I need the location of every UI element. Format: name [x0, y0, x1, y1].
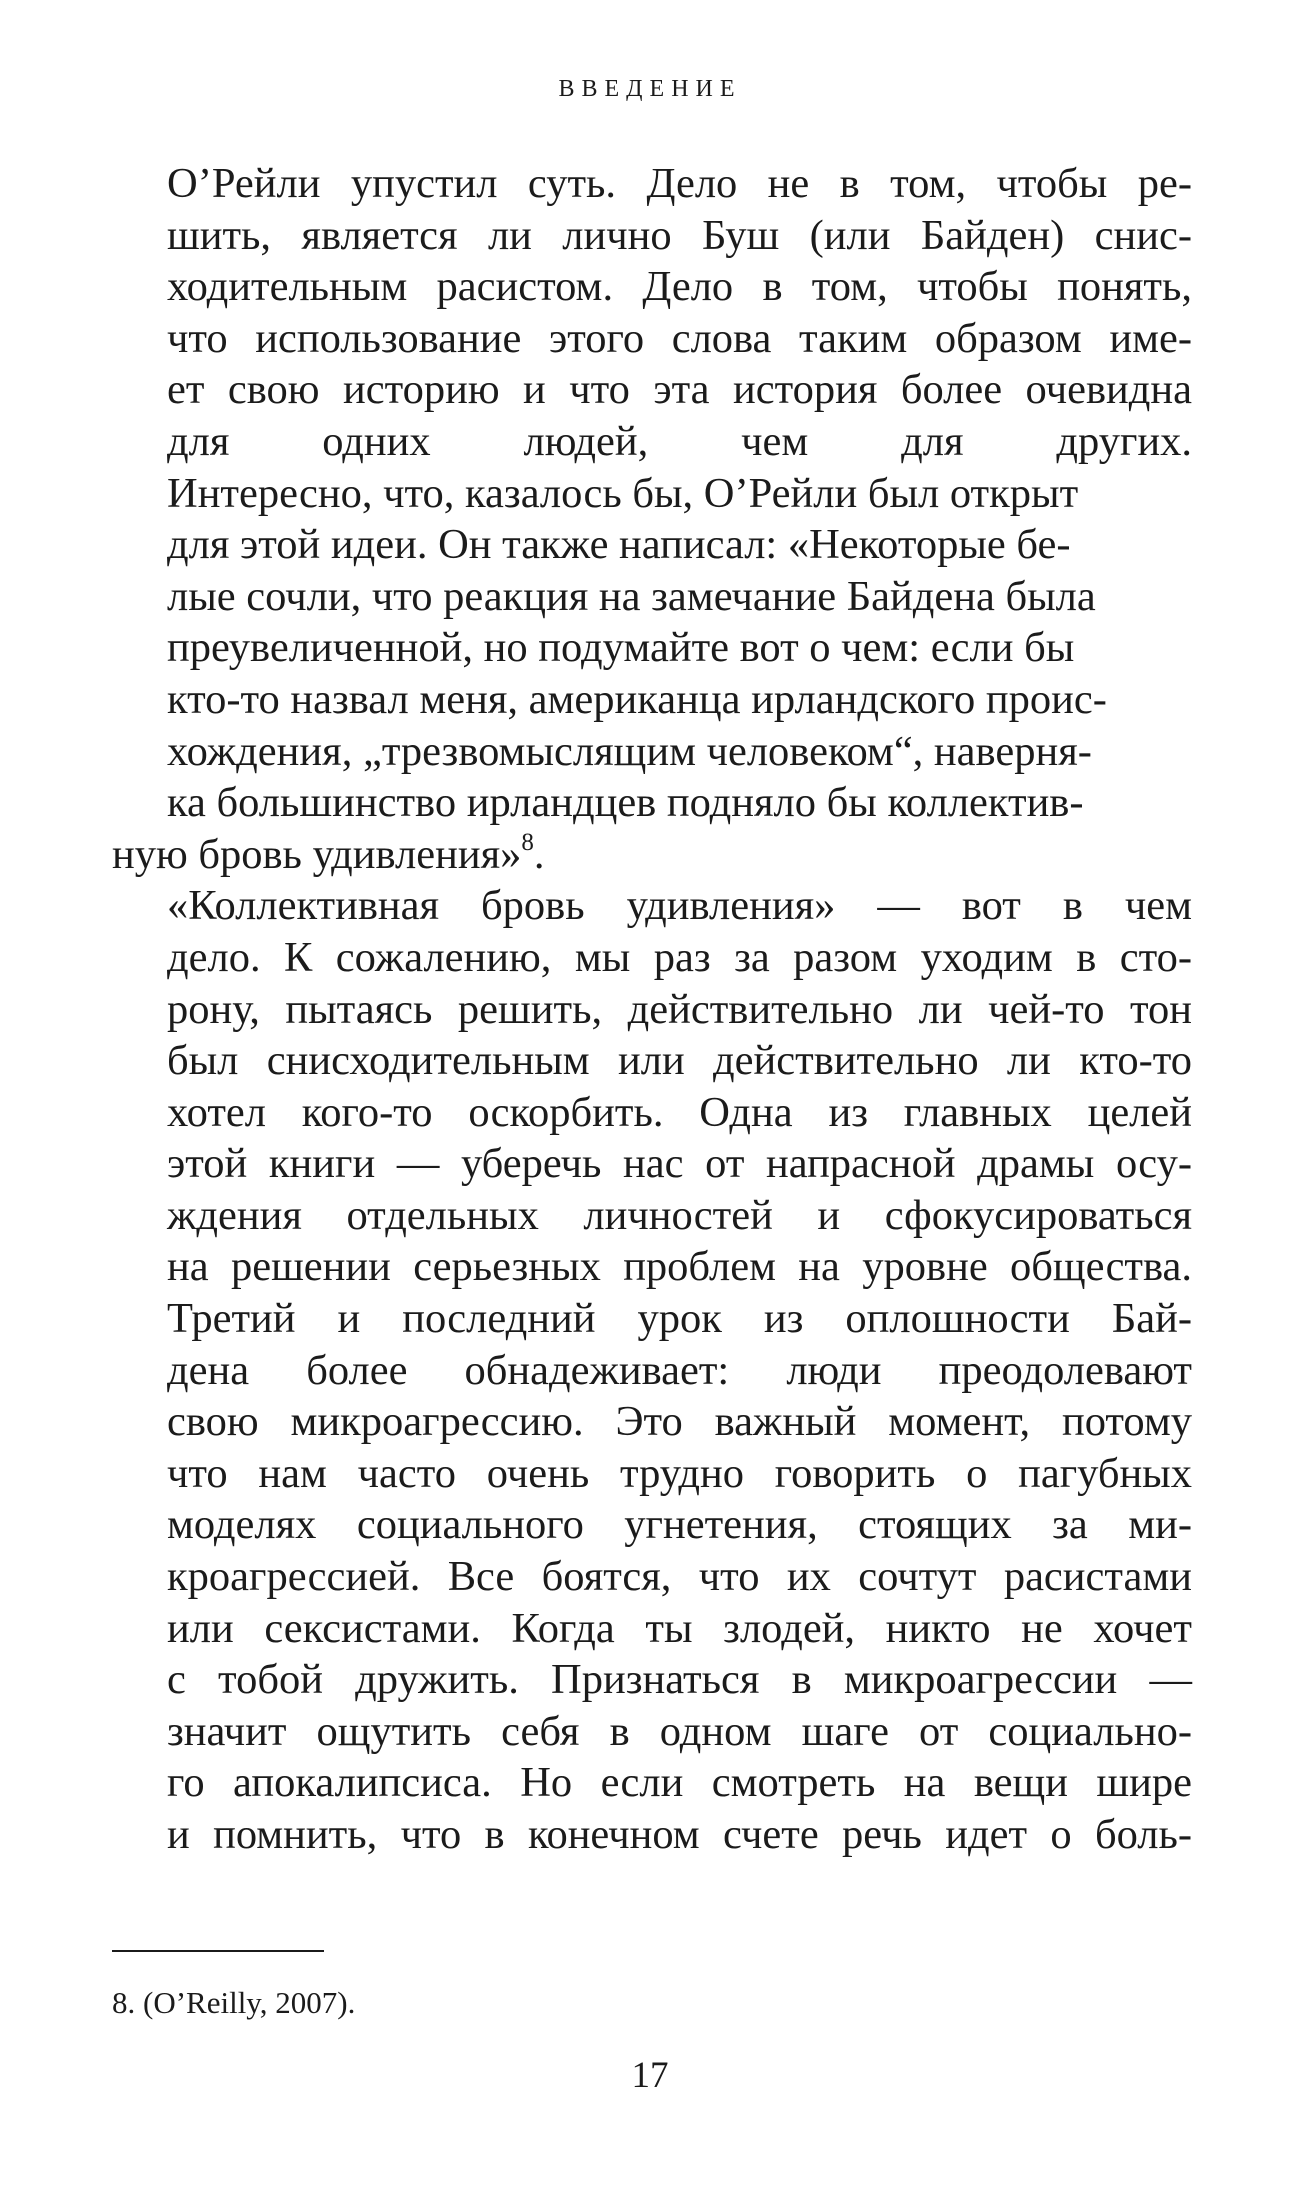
- body-text: [112, 158, 1192, 1861]
- text-line: кто-то назвал меня, американца ирландского проис-: [167, 675, 1107, 723]
- text-line: дело. К сожалению, мы раз за разом уходим в сто-: [167, 933, 1192, 981]
- text-line: шить, является ли лично Буш (или Байден) снис-: [167, 211, 1192, 259]
- paragraph-2: [112, 468, 1192, 881]
- text-line: Третий и последний урок из оплошности Бай-: [167, 1295, 1192, 1343]
- text-line: О’Рейли упустил суть. Дело не в том, чтобы ре-: [167, 160, 1192, 207]
- text-line: ждения отдельных личностей и сфокусироваться: [167, 1191, 1192, 1239]
- text-line: лые сочли, что реакция на замечание Байдена была: [167, 572, 1096, 620]
- text-line: моделях социального угнетения, стоящих за ми-: [167, 1501, 1192, 1549]
- text-line: го апокалипсиса. Но если смотреть на вещи шире: [167, 1759, 1192, 1807]
- text-line: рону, пытаясь решить, действительно ли чей-то тон: [167, 985, 1192, 1033]
- text-line: «Коллективная бровь удивления» — вот в чем: [167, 882, 1192, 930]
- text-line: хотел кого-то оскорбить. Одна из главных целей: [167, 1088, 1192, 1136]
- text-line: свою микроагрессию. Это важный момент, потому: [167, 1398, 1192, 1446]
- text-line: был снисходительным или действительно ли кто-то: [167, 1037, 1192, 1085]
- text-line: и помнить, что в конечном счете речь идет о боль-: [167, 1811, 1192, 1858]
- text-line: ную бровь удивления»: [112, 830, 522, 878]
- text-line: этой книги — уберечь нас от напрасной драмы осу-: [167, 1140, 1192, 1188]
- text-line: что использование этого слова таким образом име-: [167, 314, 1192, 362]
- text-line-last: [112, 828, 545, 878]
- text-line: с тобой дружить. Признаться в микроагрессии —: [167, 1656, 1192, 1704]
- text-line: для этой идеи. Он также написал: «Некоторые бе-: [167, 521, 1071, 569]
- text-line: ет свою историю и что эта история более очевидна: [167, 366, 1192, 414]
- paragraph-4: [112, 1293, 1192, 1861]
- text-line: или сексистами. Когда ты злодей, никто не хочет: [167, 1604, 1192, 1652]
- text-line: что нам часто очень трудно говорить о пагубных: [167, 1449, 1192, 1497]
- text-line: Интересно, что, казалось бы, О’Рейли был открыт: [167, 469, 1079, 517]
- text-line: преувеличенной, но подумайте вот о чем: если бы: [167, 624, 1075, 672]
- text-line: на решении серьезных проблем на уровне общества.: [167, 1243, 1192, 1291]
- trailing-punctuation: .: [533, 830, 545, 878]
- running-head: ВВЕДЕНИЕ: [558, 76, 742, 102]
- text-line: для одних людей, чем для других.: [167, 417, 1192, 465]
- footnote-marker[interactable]: 8: [521, 828, 534, 856]
- footnote-divider: [112, 1950, 324, 1952]
- page-number: 17: [631, 2055, 669, 2096]
- text-line: ходительным расистом. Дело в том, чтобы понять,: [167, 263, 1192, 311]
- text-line: дена более обнадеживает: люди преодолевают: [167, 1346, 1192, 1394]
- text-line: хождения, „трезвомыслящим человеком“, наверня-: [167, 727, 1092, 775]
- paragraph-1: [112, 158, 1192, 468]
- text-line: кроагрессией. Все боятся, что их сочтут расистами: [167, 1553, 1192, 1601]
- text-line: значит ощутить себя в одном шаге от социально-: [167, 1707, 1192, 1755]
- footnote-8: 8. (O’Reilly, 2007).: [112, 1985, 356, 2020]
- paragraph-3: [112, 880, 1192, 1293]
- text-line: ка большинство ирландцев подняло бы коллектив-: [167, 779, 1084, 827]
